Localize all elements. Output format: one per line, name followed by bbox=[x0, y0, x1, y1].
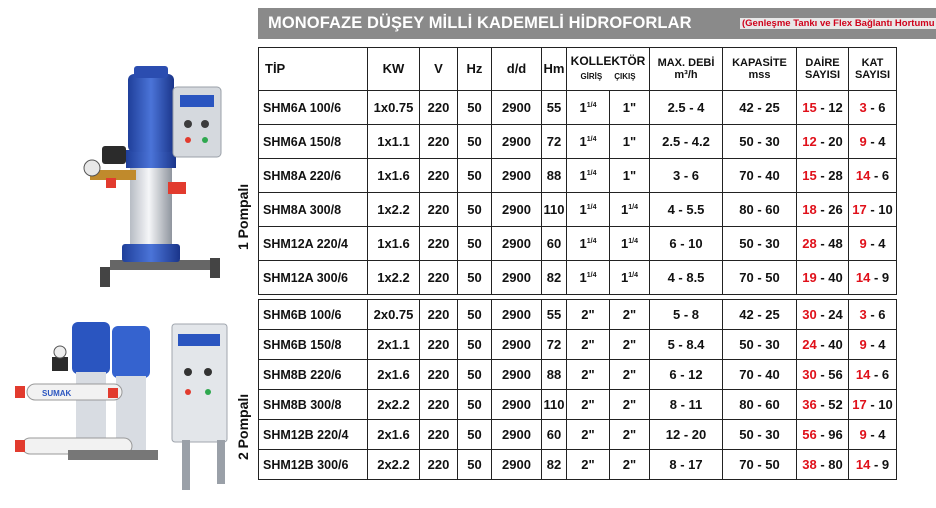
cell-hm: 82 bbox=[542, 261, 567, 295]
kat-min: 17 bbox=[852, 202, 867, 217]
cell-giris bbox=[567, 330, 610, 360]
col-hz: Hz bbox=[458, 48, 492, 91]
cell-dd: 2900 bbox=[492, 193, 542, 227]
cell-kapasite: 70 - 40 bbox=[723, 360, 797, 390]
cell-dd: 2900 bbox=[492, 227, 542, 261]
giris-fraction: 1/4 bbox=[586, 170, 597, 177]
cell-hz: 50 bbox=[458, 330, 492, 360]
table-row bbox=[259, 159, 897, 193]
cell-tip: SHM8B 220/6 bbox=[259, 360, 368, 390]
daire-sep: - bbox=[816, 134, 829, 149]
cikis-fraction: 1/4 bbox=[628, 238, 638, 245]
cell-tip: SHM8A 220/6 bbox=[259, 159, 368, 193]
giris-value: 1 bbox=[579, 236, 587, 251]
cell-daire bbox=[797, 193, 849, 227]
cikis-value: 2" bbox=[622, 307, 637, 322]
cikis-value: 1 bbox=[621, 202, 629, 217]
cell-daire bbox=[797, 360, 849, 390]
kat-min: 17 bbox=[852, 397, 867, 412]
cell-cikis bbox=[610, 420, 650, 450]
cell-debi: 6 - 12 bbox=[650, 360, 723, 390]
daire-min: 15 bbox=[802, 168, 817, 183]
kat-sep: - bbox=[870, 270, 882, 285]
col-daire-l1: DAİRE bbox=[805, 57, 840, 69]
cikis-value: 2" bbox=[622, 457, 637, 472]
daire-max: 96 bbox=[828, 427, 843, 442]
kat-max: 4 bbox=[878, 427, 886, 442]
col-kw: KW bbox=[368, 48, 420, 91]
kat-max: 9 bbox=[881, 457, 890, 472]
cell-hz: 50 bbox=[458, 450, 492, 480]
col-debi bbox=[650, 48, 723, 91]
cell-dd: 2900 bbox=[492, 330, 542, 360]
daire-min: 28 bbox=[802, 236, 817, 251]
cell-v: 220 bbox=[420, 300, 458, 330]
cell-v: 220 bbox=[420, 227, 458, 261]
daire-min: 36 bbox=[802, 397, 817, 412]
cikis-value: 2" bbox=[622, 397, 637, 412]
kat-min: 9 bbox=[859, 236, 867, 251]
cell-kapasite: 70 - 50 bbox=[723, 450, 797, 480]
col-daire bbox=[797, 48, 849, 91]
cell-kat bbox=[849, 261, 897, 295]
cell-kw: 2x1.6 bbox=[368, 360, 420, 390]
daire-sep: - bbox=[816, 236, 829, 251]
table-row bbox=[259, 91, 897, 125]
col-tip: TİP bbox=[259, 48, 368, 91]
daire-max: 28 bbox=[828, 168, 843, 183]
daire-min: 15 bbox=[802, 100, 817, 115]
daire-sep: - bbox=[816, 100, 829, 115]
cell-tip: SHM6A 100/6 bbox=[259, 91, 368, 125]
cell-cikis bbox=[610, 390, 650, 420]
table-header-row bbox=[259, 48, 897, 91]
cell-hz: 50 bbox=[458, 300, 492, 330]
spec-table-double-pump bbox=[258, 299, 897, 480]
cell-giris bbox=[567, 261, 610, 295]
cell-hm: 60 bbox=[542, 227, 567, 261]
cell-cikis bbox=[610, 159, 650, 193]
cell-kw: 1x2.2 bbox=[368, 193, 420, 227]
kat-sep: - bbox=[870, 367, 882, 382]
giris-value: 2" bbox=[581, 307, 595, 322]
cell-hm: 110 bbox=[542, 390, 567, 420]
cell-daire bbox=[797, 227, 849, 261]
table-row bbox=[259, 261, 897, 295]
daire-min: 18 bbox=[802, 202, 817, 217]
daire-min: 30 bbox=[802, 367, 817, 382]
page-subtitle: (Genleşme Tankı ve Flex Bağlantı Hortumu bbox=[742, 18, 935, 29]
cell-tip: SHM12A 220/4 bbox=[259, 227, 368, 261]
cell-kapasite: 50 - 30 bbox=[723, 125, 797, 159]
cell-debi: 4 - 8.5 bbox=[650, 261, 723, 295]
cell-daire bbox=[797, 261, 849, 295]
cell-kw: 1x1.1 bbox=[368, 125, 420, 159]
cell-hm: 72 bbox=[542, 330, 567, 360]
giris-value: 1 bbox=[579, 168, 587, 183]
double-pump-illustration bbox=[12, 312, 234, 498]
cell-kw: 1x2.2 bbox=[368, 261, 420, 295]
col-kapasite bbox=[723, 48, 797, 91]
cell-giris bbox=[567, 193, 610, 227]
cell-v: 220 bbox=[420, 390, 458, 420]
cell-daire bbox=[797, 159, 849, 193]
cell-hz: 50 bbox=[458, 125, 492, 159]
cell-hz: 50 bbox=[458, 193, 492, 227]
cell-hz: 50 bbox=[458, 261, 492, 295]
cell-cikis bbox=[610, 300, 650, 330]
kat-min: 14 bbox=[855, 270, 871, 285]
cell-giris bbox=[567, 450, 610, 480]
kat-min: 14 bbox=[855, 168, 871, 183]
cell-giris bbox=[567, 360, 610, 390]
cikis-value: 2" bbox=[622, 427, 637, 442]
cell-hm: 88 bbox=[542, 360, 567, 390]
daire-min: 56 bbox=[802, 427, 817, 442]
cell-kat bbox=[849, 125, 897, 159]
kat-min: 14 bbox=[855, 367, 871, 382]
cell-kw: 2x2.2 bbox=[368, 390, 420, 420]
cell-hz: 50 bbox=[458, 390, 492, 420]
kat-min: 9 bbox=[859, 427, 867, 442]
cell-debi: 5 - 8.4 bbox=[650, 330, 723, 360]
cell-cikis bbox=[610, 330, 650, 360]
col-kollektor-label: KOLLEKTÖR bbox=[570, 54, 646, 68]
kat-max: 6 bbox=[881, 168, 890, 183]
col-hm: Hm bbox=[542, 48, 567, 91]
cell-debi: 12 - 20 bbox=[650, 420, 723, 450]
cell-kw: 1x0.75 bbox=[368, 91, 420, 125]
cell-kat bbox=[849, 159, 897, 193]
giris-value: 1 bbox=[579, 202, 587, 217]
giris-value: 2" bbox=[581, 457, 595, 472]
kat-max: 9 bbox=[881, 270, 890, 285]
cell-cikis bbox=[610, 193, 650, 227]
cell-tip: SHM8B 300/8 bbox=[259, 390, 368, 420]
kat-max: 4 bbox=[878, 337, 886, 352]
cell-dd: 2900 bbox=[492, 159, 542, 193]
cell-dd: 2900 bbox=[492, 300, 542, 330]
daire-max: 40 bbox=[828, 270, 843, 285]
col-v: V bbox=[420, 48, 458, 91]
cell-kw: 2x2.2 bbox=[368, 450, 420, 480]
kat-sep: - bbox=[870, 457, 882, 472]
cell-kat bbox=[849, 227, 897, 261]
cell-hm: 110 bbox=[542, 193, 567, 227]
cell-hz: 50 bbox=[458, 227, 492, 261]
daire-max: 24 bbox=[828, 307, 843, 322]
spec-table-single-pump bbox=[258, 47, 897, 295]
cell-v: 220 bbox=[420, 450, 458, 480]
kat-sep: - bbox=[866, 427, 879, 442]
cell-dd: 2900 bbox=[492, 360, 542, 390]
cell-giris bbox=[567, 300, 610, 330]
kat-min: 9 bbox=[859, 134, 867, 149]
cell-tip: SHM12A 300/6 bbox=[259, 261, 368, 295]
cell-dd: 2900 bbox=[492, 450, 542, 480]
cell-kat bbox=[849, 300, 897, 330]
daire-max: 80 bbox=[828, 457, 843, 472]
cell-kapasite: 50 - 30 bbox=[723, 330, 797, 360]
col-kat bbox=[849, 48, 897, 91]
cell-kapasite: 80 - 60 bbox=[723, 193, 797, 227]
cell-kapasite: 42 - 25 bbox=[723, 91, 797, 125]
daire-min: 30 bbox=[802, 307, 817, 322]
kat-sep: - bbox=[866, 337, 879, 352]
cell-dd: 2900 bbox=[492, 91, 542, 125]
cell-tip: SHM8A 300/8 bbox=[259, 193, 368, 227]
cell-v: 220 bbox=[420, 330, 458, 360]
cell-tip: SHM12B 300/6 bbox=[259, 450, 368, 480]
kat-min: 14 bbox=[855, 457, 871, 472]
cell-debi: 5 - 8 bbox=[650, 300, 723, 330]
cell-cikis bbox=[610, 125, 650, 159]
col-debi-l2: m³/h bbox=[674, 69, 698, 81]
cell-daire bbox=[797, 390, 849, 420]
cell-giris bbox=[567, 227, 610, 261]
cell-giris bbox=[567, 390, 610, 420]
table-row bbox=[259, 360, 897, 390]
col-debi-l1: MAX. DEBİ bbox=[657, 57, 715, 69]
giris-fraction: 1/4 bbox=[586, 102, 597, 109]
giris-fraction: 1/4 bbox=[586, 204, 597, 211]
cell-debi: 2.5 - 4.2 bbox=[650, 125, 723, 159]
cell-kw: 1x1.6 bbox=[368, 159, 420, 193]
col-cikis: ÇIKIŞ bbox=[614, 72, 636, 81]
col-kat-l1: KAT bbox=[861, 57, 884, 69]
kat-max: 4 bbox=[878, 236, 886, 251]
cell-giris bbox=[567, 91, 610, 125]
cell-kapasite: 70 - 50 bbox=[723, 261, 797, 295]
cikis-value: 1 bbox=[621, 236, 629, 251]
cell-daire bbox=[797, 330, 849, 360]
giris-fraction: 1/4 bbox=[586, 238, 597, 245]
cell-v: 220 bbox=[420, 261, 458, 295]
cell-cikis bbox=[610, 360, 650, 390]
cell-debi: 6 - 10 bbox=[650, 227, 723, 261]
cell-v: 220 bbox=[420, 159, 458, 193]
table-row bbox=[259, 227, 897, 261]
cell-debi: 3 - 6 bbox=[650, 159, 723, 193]
cell-kw: 2x0.75 bbox=[368, 300, 420, 330]
giris-value: 2" bbox=[581, 397, 595, 412]
col-kat-l2: SAYISI bbox=[854, 69, 891, 81]
cell-cikis bbox=[610, 261, 650, 295]
cell-v: 220 bbox=[420, 193, 458, 227]
kat-max: 6 bbox=[881, 367, 890, 382]
cell-daire bbox=[797, 420, 849, 450]
kat-sep: - bbox=[866, 134, 879, 149]
col-kap-l2: mss bbox=[748, 69, 771, 81]
daire-sep: - bbox=[816, 367, 829, 382]
cell-hz: 50 bbox=[458, 159, 492, 193]
cell-daire bbox=[797, 300, 849, 330]
cell-kat bbox=[849, 450, 897, 480]
cell-debi: 2.5 - 4 bbox=[650, 91, 723, 125]
cell-hm: 55 bbox=[542, 91, 567, 125]
giris-value: 1 bbox=[579, 134, 587, 149]
table-row bbox=[259, 300, 897, 330]
cikis-value: 1" bbox=[622, 100, 637, 115]
cell-kat bbox=[849, 330, 897, 360]
daire-max: 56 bbox=[828, 367, 843, 382]
cell-debi: 4 - 5.5 bbox=[650, 193, 723, 227]
kat-sep: - bbox=[866, 236, 879, 251]
daire-max: 40 bbox=[828, 337, 843, 352]
daire-sep: - bbox=[816, 202, 829, 217]
col-kap-l1: KAPASİTE bbox=[732, 57, 787, 69]
cell-debi: 8 - 11 bbox=[650, 390, 723, 420]
cikis-fraction: 1/4 bbox=[628, 204, 638, 211]
cell-tip: SHM6B 150/8 bbox=[259, 330, 368, 360]
giris-value: 2" bbox=[581, 367, 595, 382]
daire-min: 12 bbox=[802, 134, 817, 149]
col-daire-l2: SAYISI bbox=[804, 69, 841, 81]
cell-debi: 8 - 17 bbox=[650, 450, 723, 480]
kat-sep: - bbox=[870, 168, 882, 183]
table-row bbox=[259, 125, 897, 159]
cell-tip: SHM12B 220/4 bbox=[259, 420, 368, 450]
table-row bbox=[259, 390, 897, 420]
cell-v: 220 bbox=[420, 125, 458, 159]
cell-kapasite: 42 - 25 bbox=[723, 300, 797, 330]
cell-cikis bbox=[610, 91, 650, 125]
giris-value: 1 bbox=[579, 100, 587, 115]
cell-dd: 2900 bbox=[492, 125, 542, 159]
group2-label: 2 Pompalı bbox=[235, 393, 251, 460]
daire-max: 12 bbox=[828, 100, 843, 115]
cell-hm: 60 bbox=[542, 420, 567, 450]
cell-daire bbox=[797, 450, 849, 480]
cell-kw: 1x1.6 bbox=[368, 227, 420, 261]
group1-label: 1 Pompalı bbox=[235, 183, 251, 250]
kat-max: 6 bbox=[878, 307, 886, 322]
col-dd: d/d bbox=[492, 48, 542, 91]
cikis-value: 2" bbox=[622, 337, 637, 352]
cikis-value: 1 bbox=[621, 270, 629, 285]
kat-sep: - bbox=[866, 100, 879, 115]
cell-hm: 88 bbox=[542, 159, 567, 193]
cell-cikis bbox=[610, 450, 650, 480]
cell-hm: 72 bbox=[542, 125, 567, 159]
cell-kw: 2x1.1 bbox=[368, 330, 420, 360]
col-giris: GİRİŞ bbox=[580, 72, 603, 81]
cell-hm: 82 bbox=[542, 450, 567, 480]
daire-sep: - bbox=[816, 397, 829, 412]
cikis-value: 1" bbox=[622, 134, 637, 149]
table-row bbox=[259, 330, 897, 360]
cell-kat bbox=[849, 390, 897, 420]
cell-tip: SHM6B 100/6 bbox=[259, 300, 368, 330]
cell-tip: SHM6A 150/8 bbox=[259, 125, 368, 159]
kat-max: 10 bbox=[878, 397, 893, 412]
cell-v: 220 bbox=[420, 360, 458, 390]
kat-max: 4 bbox=[878, 134, 886, 149]
giris-fraction: 1/4 bbox=[586, 136, 597, 143]
cell-v: 220 bbox=[420, 91, 458, 125]
giris-value: 1 bbox=[579, 270, 587, 285]
cell-kapasite: 70 - 40 bbox=[723, 159, 797, 193]
daire-sep: - bbox=[816, 307, 829, 322]
kat-min: 3 bbox=[859, 100, 867, 115]
cell-hm: 55 bbox=[542, 300, 567, 330]
daire-sep: - bbox=[816, 270, 829, 285]
daire-sep: - bbox=[816, 168, 829, 183]
cell-kapasite: 50 - 30 bbox=[723, 227, 797, 261]
cell-dd: 2900 bbox=[492, 261, 542, 295]
title-banner bbox=[258, 8, 936, 39]
cikis-value: 2" bbox=[622, 367, 637, 382]
page-title: MONOFAZE DÜŞEY MİLLİ KADEMELİ HİDROFORLAR bbox=[268, 14, 692, 32]
cell-hz: 50 bbox=[458, 360, 492, 390]
cell-kapasite: 50 - 30 bbox=[723, 420, 797, 450]
giris-value: 2" bbox=[581, 337, 595, 352]
daire-max: 48 bbox=[828, 236, 843, 251]
daire-max: 26 bbox=[828, 202, 843, 217]
kat-min: 3 bbox=[859, 307, 867, 322]
cell-hz: 50 bbox=[458, 420, 492, 450]
table-row bbox=[259, 420, 897, 450]
single-pump-illustration bbox=[70, 62, 235, 294]
brand-logo-text: SUMAK bbox=[42, 389, 72, 398]
cell-kw: 2x1.6 bbox=[368, 420, 420, 450]
col-kollektor bbox=[567, 48, 650, 91]
kat-min: 9 bbox=[859, 337, 867, 352]
daire-sep: - bbox=[816, 337, 829, 352]
kat-max: 6 bbox=[878, 100, 886, 115]
cell-dd: 2900 bbox=[492, 420, 542, 450]
table-row bbox=[259, 450, 897, 480]
daire-max: 20 bbox=[828, 134, 843, 149]
kat-sep: - bbox=[866, 307, 879, 322]
daire-min: 38 bbox=[802, 457, 817, 472]
daire-min: 24 bbox=[802, 337, 817, 352]
giris-fraction: 1/4 bbox=[586, 272, 597, 279]
cell-dd: 2900 bbox=[492, 390, 542, 420]
cell-daire bbox=[797, 91, 849, 125]
table-row bbox=[259, 193, 897, 227]
daire-sep: - bbox=[816, 457, 829, 472]
cell-v: 220 bbox=[420, 420, 458, 450]
cell-kapasite: 80 - 60 bbox=[723, 390, 797, 420]
giris-value: 2" bbox=[581, 427, 595, 442]
kat-sep: - bbox=[866, 202, 879, 217]
daire-sep: - bbox=[816, 427, 829, 442]
cell-giris bbox=[567, 125, 610, 159]
daire-min: 19 bbox=[802, 270, 817, 285]
cell-kat bbox=[849, 91, 897, 125]
cell-giris bbox=[567, 420, 610, 450]
cell-daire bbox=[797, 125, 849, 159]
cikis-fraction: 1/4 bbox=[628, 272, 638, 279]
daire-max: 52 bbox=[828, 397, 843, 412]
cell-giris bbox=[567, 159, 610, 193]
cikis-value: 1" bbox=[622, 168, 637, 183]
kat-max: 10 bbox=[878, 202, 893, 217]
cell-kat bbox=[849, 360, 897, 390]
cell-hz: 50 bbox=[458, 91, 492, 125]
kat-sep: - bbox=[866, 397, 879, 412]
cell-kat bbox=[849, 193, 897, 227]
cell-kat bbox=[849, 420, 897, 450]
cell-cikis bbox=[610, 227, 650, 261]
